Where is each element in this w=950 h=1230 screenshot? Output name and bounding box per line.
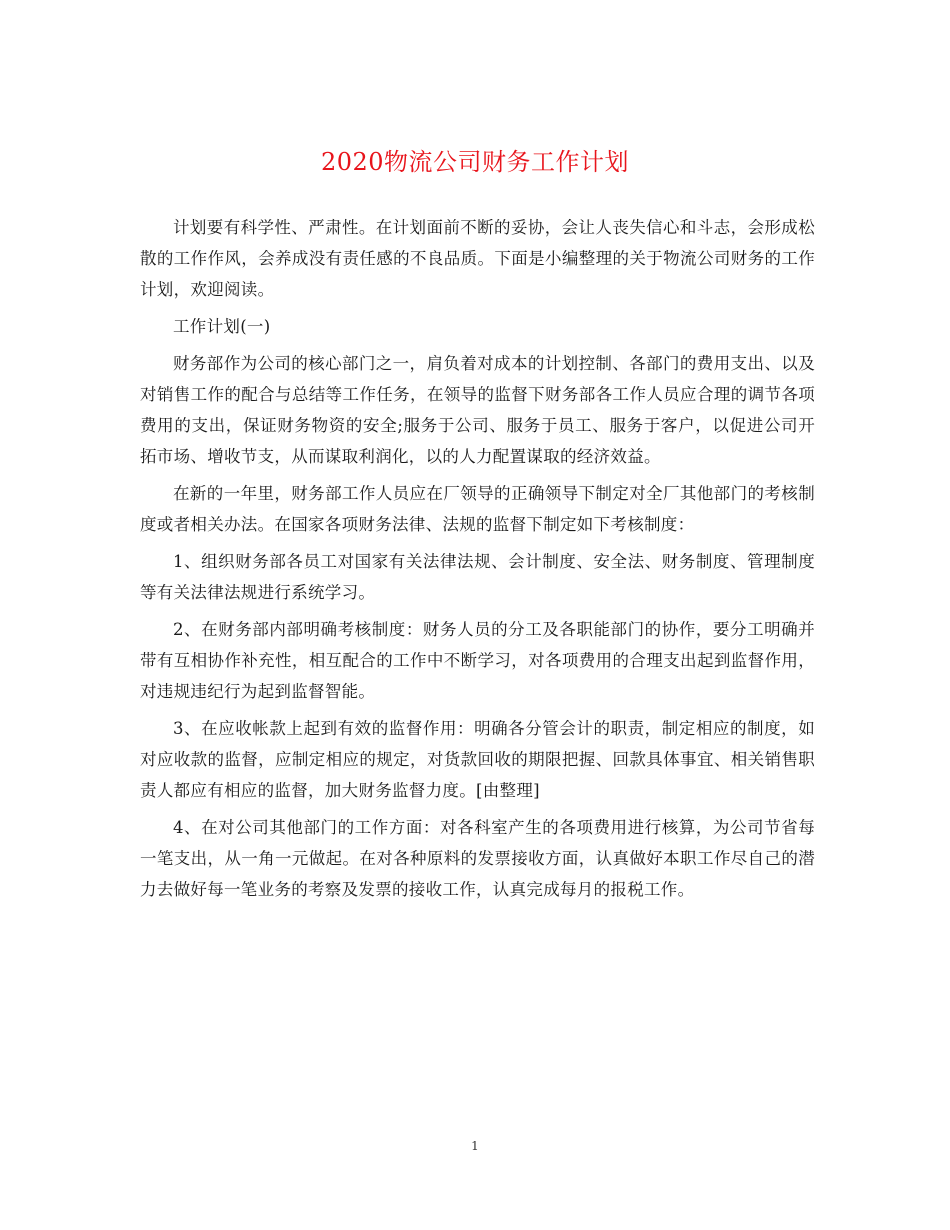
list-item-2: 2、在财务部内部明确考核制度：财务人员的分工及各职能部门的协作，要分工明确并带有互相协作补充性，相互配合的工作中不断学习，对各项费用的合理支出起到监督作用，对违规违纪行为起到监督智能。 bbox=[140, 620, 815, 701]
page-number: 1 bbox=[471, 1139, 479, 1153]
list-item-3: 3、在应收帐款上起到有效的监督作用：明确各分管会计的职责，制定相应的制度，如对应收款的监督，应制定相应的规定，对货款回收的期限把握、回款具体事宜、相关销售职责人都应有相应的监督，加大财务监督力度。[由整理] bbox=[140, 719, 815, 800]
paragraph-intro: 计划要有科学性、严肃性。在计划面前不断的妥协，会让人丧失信心和斗志，会形成松散的工作作风，会养成没有责任感的不良品质。下面是小编整理的关于物流公司财务的工作计划，欢迎阅读。 bbox=[140, 218, 815, 299]
paragraph-overview: 财务部作为公司的核心部门之一，肩负着对成本的计划控制、各部门的费用支出、以及对销售工作的配合与总结等工作任务，在领导的监督下财务部各工作人员应合理的调节各项费用的支出，保证财务物资的安全;服务于公司、服务于员工、服务于客户，以促进公司开拓市场、增收节支，从而谋取利润化，以的人力配置谋取的经济效益。 bbox=[140, 354, 815, 466]
document-body bbox=[140, 212, 815, 911]
section-heading: 工作计划(一) bbox=[173, 317, 271, 336]
list-item-1: 1、组织财务部各员工对国家有关法律法规、会计制度、安全法、财务制度、管理制度等有关法律法规进行系统学习。 bbox=[140, 552, 815, 602]
document-title: 2020物流公司财务工作计划 bbox=[320, 148, 630, 176]
list-item-4: 4、在对公司其他部门的工作方面：对各科室产生的各项费用进行核算，为公司节省每一笔支出，从一角一元做起。在对各种原料的发票接收方面，认真做好本职工作尽自己的潜力去做好每一笔业务的考察及发票的接收工作，认真完成每月的报税工作。 bbox=[140, 818, 815, 899]
paragraph-new-year: 在新的一年里，财务部工作人员应在厂领导的正确领导下制定对全厂其他部门的考核制度或者相关办法。在国家各项财务法律、法规的监督下制定如下考核制度： bbox=[140, 484, 815, 534]
